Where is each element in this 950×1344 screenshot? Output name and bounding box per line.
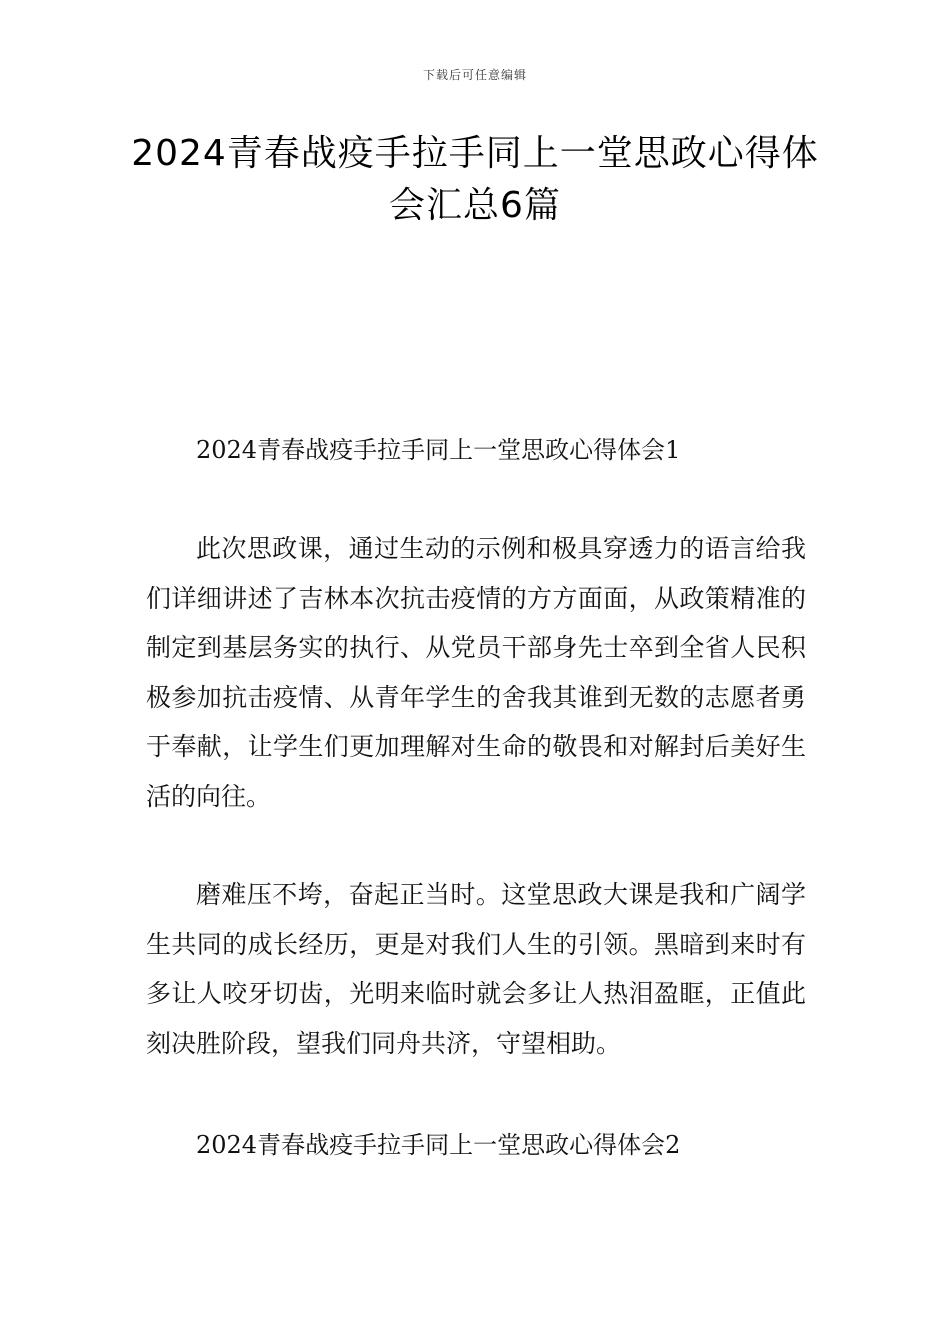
paragraph-2: 磨难压不垮，奋起正当时。这堂思政大课是我和广阔学生共同的成长经历，更是对我们人生的引领。黑暗到来时有多让人咬牙切齿，光明来临时就会多让人热泪盈眶，正值此刻决胜阶段，望我们同舟共济，守望相助。 xyxy=(146,880,806,1058)
section-heading-2: 2024青春战疫手拉手同上一堂思政心得体会2 xyxy=(196,1131,681,1159)
paragraph-1: 此次思政课，通过生动的示例和极具穿透力的语言给我们详细讲述了吉林本次抗击疫情的方方面面，从政策精准的制定到基层务实的执行、从党员干部身先士卒到全省人民积极参加抗击疫情、从青年学生的舍我其谁到无数的志愿者勇于奉献，让学生们更加理解对生命的敬畏和对解封后美好生活的向往。 xyxy=(146,534,806,811)
document-title: 2024青春战疫手拉手同上一堂思政心得体会汇总6篇 xyxy=(131,133,819,226)
section-heading-1: 2024青春战疫手拉手同上一堂思政心得体会1 xyxy=(196,436,681,464)
header-note: 下载后可任意编辑 xyxy=(422,68,527,82)
